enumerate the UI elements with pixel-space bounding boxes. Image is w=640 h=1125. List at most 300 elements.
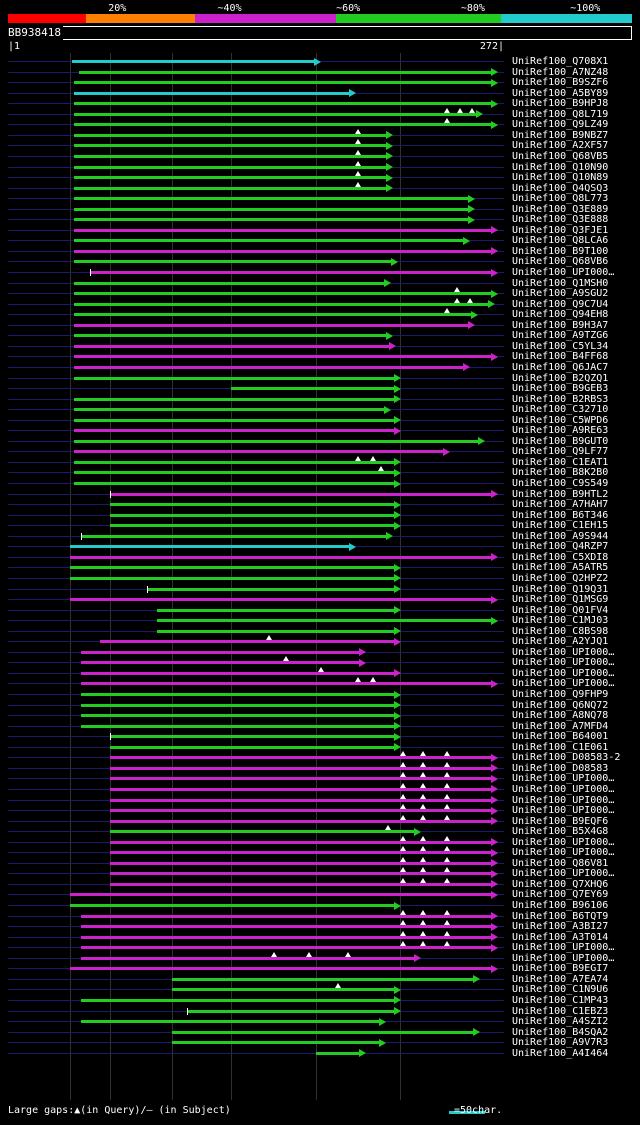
hit-label[interactable]: UniRef100_UPI000… (512, 953, 615, 964)
alignment-bar[interactable] (74, 324, 469, 327)
alignment-bar[interactable] (74, 176, 387, 179)
alignment-bar[interactable] (172, 978, 475, 981)
query-gap-marker (444, 762, 450, 767)
hit-label[interactable]: UniRef100_A3BI27 (512, 921, 609, 932)
hit-label[interactable]: UniRef100_A2YJQ1 (512, 636, 609, 647)
hit-label[interactable]: UniRef100_Q3FJE1 (512, 225, 609, 236)
hit-label[interactable]: UniRef100_UPI000… (512, 647, 615, 658)
query-gap-marker (355, 171, 361, 176)
alignment-arrowhead (394, 458, 401, 466)
alignment-bar[interactable] (157, 609, 395, 612)
hit-label[interactable]: UniRef100_Q3E888 (512, 214, 609, 225)
alignment-bar[interactable] (90, 271, 492, 274)
query-gap-marker (266, 635, 272, 640)
alignment-bar[interactable] (74, 123, 492, 126)
hit-label[interactable]: UniRef100_C32710 (512, 404, 609, 415)
query-gap-marker (444, 878, 450, 883)
hit-label[interactable]: UniRef100_UPI000… (512, 267, 615, 278)
alignment-arrowhead (394, 374, 401, 382)
hit-label[interactable]: UniRef100_Q8L719 (512, 109, 609, 120)
alignment-bar[interactable] (110, 756, 492, 759)
hit-label[interactable]: UniRef100_UPI000… (512, 805, 615, 816)
alignment-arrowhead (491, 617, 498, 625)
alignment-bar[interactable] (70, 556, 492, 559)
query-gap-marker (400, 815, 406, 820)
subject-gap-marker (110, 491, 111, 498)
alignment-arrowhead (394, 416, 401, 424)
hit-label[interactable]: UniRef100_Q4QSQ3 (512, 183, 609, 194)
query-gap-marker (400, 751, 406, 756)
alignment-arrowhead (491, 891, 498, 899)
query-gap-marker (444, 783, 450, 788)
alignment-bar[interactable] (70, 904, 395, 907)
alignment-bar[interactable] (110, 788, 492, 791)
alignment-bar[interactable] (74, 334, 387, 337)
query-start-label: |1 (8, 41, 21, 52)
query-gap-marker (444, 836, 450, 841)
hit-label[interactable]: UniRef100_A7HAH7 (512, 499, 609, 510)
hit-label[interactable]: UniRef100_UPI000… (512, 657, 615, 668)
query-gap-marker (420, 751, 426, 756)
alignment-bar[interactable] (81, 693, 394, 696)
hit-label[interactable]: UniRef100_Q9C7U4 (512, 299, 609, 310)
hit-label[interactable]: UniRef100_D08583 (512, 763, 609, 774)
alignment-arrowhead (394, 996, 401, 1004)
alignment-bar[interactable] (74, 155, 387, 158)
subject-gap-marker (90, 269, 91, 276)
legend-label-0: 20% (108, 3, 127, 14)
alignment-bar[interactable] (81, 936, 491, 939)
alignment-arrowhead (491, 100, 498, 108)
alignment-bar[interactable] (74, 218, 469, 221)
alignment-bar[interactable] (157, 619, 492, 622)
alignment-bar[interactable] (110, 524, 395, 527)
hit-label[interactable]: UniRef100_B9HTL2 (512, 489, 609, 500)
alignment-bar[interactable] (74, 166, 387, 169)
hit-label[interactable]: UniRef100_C1EBZ3 (512, 1006, 609, 1017)
hit-label[interactable]: UniRef100_B5X4G8 (512, 826, 609, 837)
alignment-bar[interactable] (74, 250, 492, 253)
alignment-bar[interactable] (231, 387, 395, 390)
hit-label[interactable]: UniRef100_A5ATR5 (512, 562, 609, 573)
query-gap-marker (444, 815, 450, 820)
alignment-bar[interactable] (74, 92, 350, 95)
query-gap-marker (420, 772, 426, 777)
hit-label[interactable]: UniRef100_Q4RZP7 (512, 541, 609, 552)
alignment-arrowhead (394, 733, 401, 741)
query-gap-marker (467, 298, 473, 303)
alignment-arrowhead (491, 680, 498, 688)
gap-legend-label: Large gaps:▲(in Query)/– (in Subject) (8, 1105, 231, 1116)
hit-label[interactable]: UniRef100_Q19Q31 (512, 584, 609, 595)
alignment-bar[interactable] (110, 493, 492, 496)
legend-segment-0 (8, 14, 86, 23)
hit-label[interactable]: UniRef100_B9EGI7 (512, 963, 609, 974)
alignment-bar[interactable] (81, 725, 394, 728)
alignment-arrowhead (394, 585, 401, 593)
query-gap-marker (400, 762, 406, 767)
alignment-arrowhead (389, 342, 396, 350)
alignment-bar[interactable] (81, 946, 491, 949)
alignment-bar[interactable] (74, 81, 492, 84)
query-gap-marker (400, 794, 406, 799)
query-gap-marker (420, 794, 426, 799)
alignment-bar[interactable] (110, 514, 395, 517)
alignment-bar[interactable] (81, 915, 491, 918)
query-gap-marker (385, 825, 391, 830)
query-gap-marker (444, 867, 450, 872)
alignment-bar[interactable] (110, 841, 492, 844)
hit-label[interactable]: UniRef100_Q9FHP9 (512, 689, 609, 700)
alignment-bar[interactable] (110, 746, 395, 749)
alignment-bar[interactable] (74, 102, 492, 105)
hit-label[interactable]: UniRef100_UPI000… (512, 668, 615, 679)
alignment-bar[interactable] (74, 429, 395, 432)
hit-label[interactable]: UniRef100_B9EQF6 (512, 816, 609, 827)
alignment-bar[interactable] (79, 71, 492, 74)
alignment-arrowhead (468, 195, 475, 203)
alignment-bar[interactable] (70, 967, 492, 970)
hit-label[interactable]: UniRef100_A2XF57 (512, 140, 609, 151)
alignment-bar[interactable] (70, 598, 492, 601)
hit-label[interactable]: UniRef100_UPI000… (512, 795, 615, 806)
alignment-arrowhead (386, 142, 393, 150)
alignment-arrowhead (491, 859, 498, 867)
legend-label-1: ~40% (217, 3, 242, 14)
query-gap-marker (345, 952, 351, 957)
alignment-arrowhead (473, 1028, 480, 1036)
alignment-bar[interactable] (172, 1041, 380, 1044)
query-gap-marker (444, 920, 450, 925)
alignment-arrowhead (386, 174, 393, 182)
hit-label[interactable]: UniRef100_A3T014 (512, 932, 609, 943)
hit-label[interactable]: UniRef100_Q68VB5 (512, 151, 609, 162)
alignment-bar[interactable] (81, 925, 491, 928)
alignment-bar[interactable] (74, 187, 387, 190)
alignment-arrowhead (349, 89, 356, 97)
subject-gap-marker (187, 1008, 188, 1015)
legend-segment-4 (501, 14, 632, 23)
hit-label[interactable]: UniRef100_D08583-2 (512, 752, 621, 763)
alignment-bar[interactable] (74, 292, 492, 295)
query-gap-marker (355, 139, 361, 144)
alignment-bar[interactable] (172, 988, 395, 991)
alignment-bar[interactable] (70, 893, 492, 896)
hit-label[interactable]: UniRef100_C9S549 (512, 478, 609, 489)
alignment-bar[interactable] (74, 229, 492, 232)
hit-label[interactable]: UniRef100_B9T100 (512, 246, 609, 257)
hit-label[interactable]: UniRef100_Q7XHQ6 (512, 879, 609, 890)
alignment-bar[interactable] (74, 419, 395, 422)
hit-label[interactable]: UniRef100_Q9LZ49 (512, 119, 609, 130)
alignment-bar[interactable] (74, 377, 395, 380)
alignment-bar[interactable] (100, 640, 395, 643)
hit-label[interactable]: UniRef100_B9H3A7 (512, 320, 609, 331)
alignment-arrowhead (314, 58, 321, 66)
alignment-bar[interactable] (74, 398, 395, 401)
alignment-arrowhead (471, 311, 478, 319)
legend-segment-3 (336, 14, 501, 23)
query-gap-marker (444, 108, 450, 113)
alignment-arrowhead (491, 353, 498, 361)
hit-label[interactable]: UniRef100_B9GUT0 (512, 436, 609, 447)
hit-label[interactable]: UniRef100_B4FF68 (512, 351, 609, 362)
alignment-arrowhead (394, 395, 401, 403)
hit-label[interactable]: UniRef100_UPI000… (512, 847, 615, 858)
alignment-arrowhead (394, 743, 401, 751)
hit-label[interactable]: UniRef100_Q86V81 (512, 858, 609, 869)
alignment-bar[interactable] (147, 588, 395, 591)
hit-label[interactable]: UniRef100_B6TQT9 (512, 911, 609, 922)
alignment-bar[interactable] (110, 883, 492, 886)
hit-label[interactable]: UniRef100_C1N9U6 (512, 984, 609, 995)
alignment-bar[interactable] (110, 799, 492, 802)
hit-label[interactable]: UniRef100_C8BS98 (512, 626, 609, 637)
alignment-arrowhead (491, 880, 498, 888)
alignment-bar[interactable] (157, 630, 395, 633)
alignment-bar[interactable] (81, 1020, 380, 1023)
alignment-arrowhead (379, 1018, 386, 1026)
hit-label[interactable]: UniRef100_B2QZQ1 (512, 373, 609, 384)
hit-label[interactable]: UniRef100_C1MP43 (512, 995, 609, 1006)
alignment-arrowhead (468, 321, 475, 329)
alignment-arrowhead (491, 226, 498, 234)
hit-label[interactable]: UniRef100_A7MFD4 (512, 721, 609, 732)
alignment-bar[interactable] (74, 440, 479, 443)
alignment-bar[interactable] (110, 777, 492, 780)
hit-label[interactable]: UniRef100_A7EA74 (512, 974, 609, 985)
hit-label[interactable]: UniRef100_B9NBZ7 (512, 130, 609, 141)
alignment-arrowhead (394, 427, 401, 435)
hit-label[interactable]: UniRef100_B64001 (512, 731, 609, 742)
hit-label[interactable]: UniRef100_C5XDI8 (512, 552, 609, 563)
hit-label[interactable]: UniRef100_UPI000… (512, 773, 615, 784)
query-gap-marker (400, 804, 406, 809)
hit-label[interactable]: UniRef100_C5WPD6 (512, 415, 609, 426)
footer-legend (8, 1104, 632, 1120)
hit-label[interactable]: UniRef100_A9RE63 (512, 425, 609, 436)
alignment-bar[interactable] (70, 545, 350, 548)
alignment-arrowhead (491, 933, 498, 941)
hit-label[interactable]: UniRef100_Q10N90 (512, 162, 609, 173)
hit-label[interactable]: UniRef100_Q01FV4 (512, 605, 609, 616)
hit-label[interactable]: UniRef100_C1MJ03 (512, 615, 609, 626)
alignment-bar[interactable] (74, 239, 464, 242)
hit-label[interactable]: UniRef100_Q10N89 (512, 172, 609, 183)
query-gap-marker (400, 857, 406, 862)
query-gap-marker (318, 667, 324, 672)
hit-label[interactable]: UniRef100_B8K2B0 (512, 467, 609, 478)
alignment-bar[interactable] (74, 260, 392, 263)
query-gap-marker (355, 182, 361, 187)
hit-label[interactable]: UniRef100_A7NZ48 (512, 67, 609, 78)
hit-label[interactable]: UniRef100_Q6NQ72 (512, 700, 609, 711)
hit-label[interactable]: UniRef100_A4SZI2 (512, 1016, 609, 1027)
alignment-bar[interactable] (74, 134, 387, 137)
alignment-bar[interactable] (74, 282, 385, 285)
hit-label[interactable]: UniRef100_B9SZF6 (512, 77, 609, 88)
alignment-arrowhead (359, 648, 366, 656)
hit-label[interactable]: UniRef100_Q9LF77 (512, 446, 609, 457)
alignment-bar[interactable] (81, 535, 387, 538)
query-gap-marker (420, 920, 426, 925)
query-gap-marker (355, 456, 361, 461)
query-gap-marker (355, 129, 361, 134)
alignment-arrowhead (379, 1039, 386, 1047)
alignment-bar[interactable] (81, 957, 414, 960)
alignment-arrowhead (394, 564, 401, 572)
query-gap-marker (444, 910, 450, 915)
alignment-arrowhead (491, 764, 498, 772)
hit-label[interactable]: UniRef100_Q2HPZ2 (512, 573, 609, 584)
query-gap-marker (306, 952, 312, 957)
alignment-arrowhead (463, 237, 470, 245)
hit-label[interactable]: UniRef100_Q3E889 (512, 204, 609, 215)
query-gap-marker (400, 783, 406, 788)
alignment-bar[interactable] (187, 1010, 395, 1013)
alignment-bar[interactable] (70, 566, 395, 569)
hit-label[interactable]: UniRef100_Q1MSG9 (512, 594, 609, 605)
alignment-bar[interactable] (110, 767, 492, 770)
query-gap-marker (420, 846, 426, 851)
hit-label[interactable]: UniRef100_Q6JAC7 (512, 362, 609, 373)
alignment-arrowhead (491, 912, 498, 920)
hit-label[interactable]: UniRef100_Q68VB6 (512, 256, 609, 267)
subject-gap-marker (81, 533, 82, 540)
query-gap-marker (400, 920, 406, 925)
alignment-bar[interactable] (81, 999, 394, 1002)
alignment-arrowhead (491, 121, 498, 129)
alignment-bar[interactable] (81, 651, 360, 654)
alignment-bar[interactable] (110, 820, 492, 823)
alignment-bar[interactable] (110, 862, 492, 865)
alignment-bar[interactable] (74, 482, 395, 485)
alignment-bar[interactable] (110, 851, 492, 854)
legend-segment-1 (86, 14, 195, 23)
alignment-bar[interactable] (81, 704, 394, 707)
subject-gap-marker (110, 733, 111, 740)
hit-label[interactable]: UniRef100_UPI000… (512, 868, 615, 879)
alignment-arrowhead (394, 986, 401, 994)
alignment-bar[interactable] (74, 197, 469, 200)
alignment-bar[interactable] (110, 809, 492, 812)
hit-label[interactable]: UniRef100_A9TZG6 (512, 330, 609, 341)
hit-label[interactable]: UniRef100_UPI000… (512, 678, 615, 689)
alignment-arrowhead (394, 522, 401, 530)
alignment-bar[interactable] (74, 345, 390, 348)
alignment-arrowhead (443, 448, 450, 456)
alignment-bar[interactable] (74, 408, 385, 411)
hit-label[interactable]: UniRef100_A9V7R3 (512, 1037, 609, 1048)
hit-label[interactable]: UniRef100_UPI000… (512, 784, 615, 795)
alignment-bar[interactable] (110, 830, 415, 833)
alignment-arrowhead (491, 944, 498, 952)
alignment-bar[interactable] (81, 682, 491, 685)
alignment-bar[interactable] (74, 461, 395, 464)
alignment-bar[interactable] (74, 366, 464, 369)
alignment-bar[interactable] (74, 313, 472, 316)
alignment-bar[interactable] (70, 577, 395, 580)
hit-label[interactable]: UniRef100_Q8L773 (512, 193, 609, 204)
hit-label[interactable]: UniRef100_B9GEB3 (512, 383, 609, 394)
hit-label[interactable]: UniRef100_Q94EH8 (512, 309, 609, 320)
hit-label[interactable]: UniRef100_UPI000… (512, 942, 615, 953)
alignment-bar[interactable] (74, 208, 469, 211)
hit-label[interactable]: UniRef100_A9SGU2 (512, 288, 609, 299)
alignment-bar[interactable] (74, 450, 444, 453)
hit-label[interactable]: UniRef100_A5BY89 (512, 88, 609, 99)
hit-label[interactable]: UniRef100_Q1MSH0 (512, 278, 609, 289)
row-guide (8, 1053, 504, 1054)
alignment-bar[interactable] (72, 60, 315, 63)
alignment-arrowhead (463, 363, 470, 371)
alignment-bar[interactable] (172, 1031, 475, 1034)
alignment-arrowhead (478, 437, 485, 445)
query-gap-marker (420, 878, 426, 883)
query-extent-bar (8, 26, 632, 40)
alignment-bar[interactable] (74, 471, 395, 474)
alignment-bar[interactable] (74, 144, 387, 147)
hit-label[interactable]: UniRef100_C1EH15 (512, 520, 609, 531)
hit-label[interactable]: UniRef100_B6T346 (512, 510, 609, 521)
hit-label[interactable]: UniRef100_C5YL34 (512, 341, 609, 352)
alignment-bar[interactable] (81, 714, 394, 717)
alignment-bar[interactable] (74, 355, 492, 358)
alignment-arrowhead (384, 406, 391, 414)
alignment-arrowhead (384, 279, 391, 287)
alignment-arrowhead (491, 269, 498, 277)
alignment-bar[interactable] (110, 503, 395, 506)
hit-label[interactable]: UniRef100_B9HPJ8 (512, 98, 609, 109)
alignment-bar[interactable] (316, 1052, 361, 1055)
hit-label[interactable]: UniRef100_Q7EY69 (512, 889, 609, 900)
hit-label[interactable]: UniRef100_A8NQ78 (512, 710, 609, 721)
hit-label[interactable]: UniRef100_UPI000… (512, 837, 615, 848)
query-gap-marker (469, 108, 475, 113)
hit-label[interactable]: UniRef100_C1EAT1 (512, 457, 609, 468)
alignment-arrowhead (386, 163, 393, 171)
alignment-plot (8, 53, 632, 1100)
alignment-arrowhead (391, 258, 398, 266)
alignment-arrowhead (491, 754, 498, 762)
hit-label[interactable]: UniRef100_B2RBS3 (512, 394, 609, 405)
alignment-arrowhead (491, 775, 498, 783)
query-gap-marker (355, 677, 361, 682)
query-gap-marker (444, 118, 450, 123)
hit-label[interactable]: UniRef100_C1E061 (512, 742, 609, 753)
alignment-bar[interactable] (81, 672, 394, 675)
hit-label[interactable]: UniRef100_A4I464 (512, 1048, 609, 1059)
query-gap-marker (283, 656, 289, 661)
alignment-arrowhead (468, 216, 475, 224)
hit-label[interactable]: UniRef100_B4SQA2 (512, 1027, 609, 1038)
alignment-bar[interactable] (74, 303, 489, 306)
query-gap-marker (420, 857, 426, 862)
hit-label[interactable]: UniRef100_Q8LCA6 (512, 235, 609, 246)
alignment-arrowhead (488, 300, 495, 308)
alignment-arrowhead (394, 669, 401, 677)
hit-label[interactable]: UniRef100_Q708X1 (512, 56, 609, 67)
alignment-bar[interactable] (81, 661, 360, 664)
alignment-bar[interactable] (74, 113, 477, 116)
alignment-arrowhead (414, 954, 421, 962)
alignment-arrowhead (394, 627, 401, 635)
hit-label[interactable]: UniRef100_A9S944 (512, 531, 609, 542)
alignment-arrowhead (491, 290, 498, 298)
hit-label[interactable]: UniRef100_B96106 (512, 900, 609, 911)
alignment-bar[interactable] (110, 872, 492, 875)
alignment-bar[interactable] (110, 735, 395, 738)
